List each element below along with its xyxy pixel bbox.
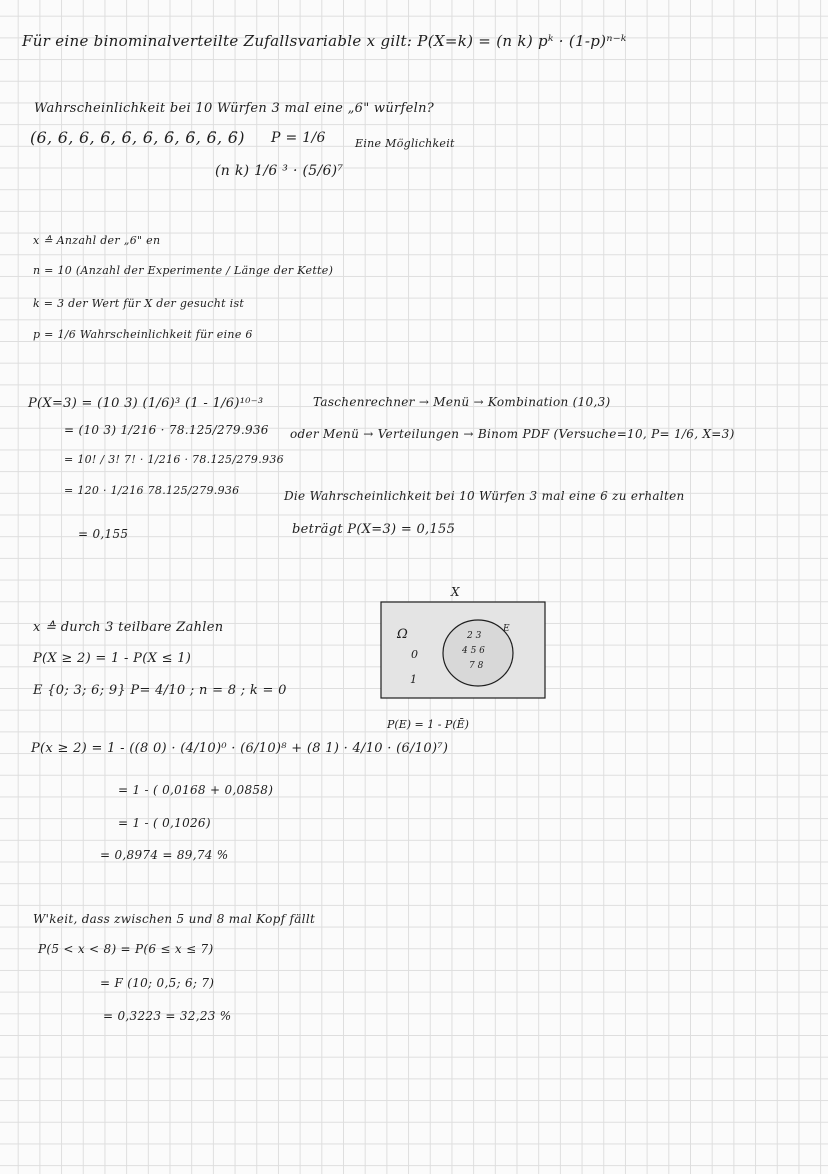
calc1-line-3: = 10! / 3! 7! · 1/216 · 78.125/279.936 [64, 453, 284, 466]
probability-p: P = 1/6 [271, 130, 326, 146]
ex2-parameters: E {0; 3; 6; 9} P= 4/10 ; n = 8 ; k = 0 [33, 683, 287, 698]
definition-x: x ≙ Anzahl der „6" en [33, 234, 161, 247]
calc2-result: = 0,8974 = 89,74 % [100, 848, 229, 862]
result-sentence-1: Die Wahrscheinlichkeit bei 10 Würfen 3 mal eine 6 zu erhalten [284, 489, 685, 503]
ex3-result: = 0,3223 = 32,23 % [103, 1009, 232, 1023]
diagram-x-label: X [451, 585, 460, 599]
single-path-expression: (n k) 1/6 ³ · (5/6)⁷ [215, 163, 344, 179]
calculator-note-2: oder Menü → Verteilungen → Binom PDF (Versuche=10, P= 1/6, X=3) [290, 427, 735, 441]
binomial-formula-heading: Für eine binominalverteilte Zufallsvariable x gilt: P(X=k) = (n k) pᵏ · (1-p)ⁿ⁻ᵏ [22, 32, 627, 50]
definition-p: p = 1/6 Wahrscheinlichkeit für eine 6 [33, 328, 253, 341]
question-line: Wahrscheinlichkeit bei 10 Würfen 3 mal eine „6" würfeln? [34, 101, 435, 116]
calc2-line-2: = 1 - ( 0,0168 + 0,0858) [118, 783, 274, 797]
ex3-interval: P(5 < x < 8) = P(6 ≤ x ≤ 7) [38, 942, 214, 956]
result-sentence-2: beträgt P(X=3) = 0,155 [292, 522, 456, 537]
definition-n: n = 10 (Anzahl der Experimente / Länge der Kette) [33, 264, 334, 277]
outcome-0: 0 [411, 648, 418, 661]
event-values-row-1: 2 3 [467, 631, 482, 641]
calc2-line-1: P(x ≥ 2) = 1 - ((8 0) · (4/10)⁰ · (6/10)⁸ + (8 1) · 4/10 · (6/10)⁷) [31, 741, 449, 756]
event-e-label: E [503, 624, 510, 634]
calc1-line-1: P(X=3) = (10 3) (1/6)³ (1 - 1/6)¹⁰⁻³ [28, 396, 264, 411]
ex3-question: W'keit, dass zwischen 5 und 8 mal Kopf fällt [33, 912, 316, 926]
sequence-line: (6, 6, 6, 6̄, 6̄, 6̄, 6̄, 6̄, 6̄, 6̄) [30, 128, 245, 147]
calc2-line-3: = 1 - ( 0,1026) [118, 816, 211, 830]
omega-symbol: Ω [397, 627, 408, 642]
venn-diagram [375, 580, 555, 740]
calc1-line-4: = 120 · 1/216 78.125/279.936 [64, 484, 240, 497]
event-values-row-3: 7 8 [469, 661, 484, 671]
ex2-definition: x ≙ durch 3 teilbare Zahlen [33, 620, 224, 635]
event-values-row-2: 4 5 6 [462, 646, 485, 656]
ex3-cdf: = F (10; 0,5; 6; 7) [100, 976, 215, 990]
ex2-complement: P(X ≥ 2) = 1 - P(X ≤ 1) [33, 651, 192, 666]
calculator-note-1: Taschenrechner → Menü → Kombination (10,3) [313, 395, 611, 409]
definition-k: k = 3 der Wert für X der gesucht ist [33, 297, 245, 310]
possibility-note: Eine Möglichkeit [355, 137, 455, 150]
calc1-line-2: = (10 3) 1/216 · 78.125/279.936 [64, 423, 269, 437]
calc1-result: = 0,155 [78, 527, 129, 541]
outcome-1: 1 [410, 673, 417, 686]
complement-rule: P(E) = 1 - P(Ē) [387, 718, 469, 731]
